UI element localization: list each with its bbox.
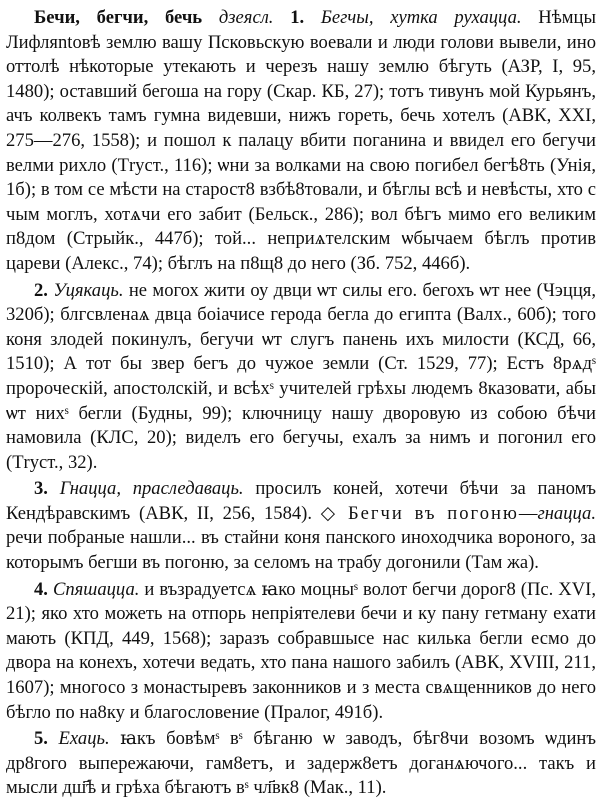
sense-number: 2. — [34, 279, 48, 301]
sense-2 — [6, 279, 596, 476]
phrase-gloss: гнацца. — [537, 502, 596, 524]
sense-citations: и възрадуетсѧ ꙗко моцныˢ волот бегчи дорог8 (Пс. XVI, 21); яко хто можеть на отпорь непріятелеви бечи и ку пану гетману ехати мають (КПД, 449, 1568); заразъ собравшысе нас килька бегли есмо до двора на конехъ, хотечи ведать, хто пана нашого забилъ (АВК, XVIII, 211, 1607); многосо з монастыревъ законников и з места свѧщенников до него бѣгло по на8ку и благословение (Пралог, 491б). — [6, 578, 596, 723]
sense-5 — [6, 727, 596, 801]
sense-citations: просилъ коней, хотечи бѣчи за паномъ Кендѣравскимъ (АВК, II, 256, 1584). — [6, 478, 596, 524]
sense-citations: не могох жити оу двци ѡт силы его. бегохъ ѡт нее (Чэцця, 320б); блгсвленаѧ двца боіачисе герода бегла до египта (Валх., 60б); того коня злодей покинулъ, бегучи ѡт слугъ панень ихъ милости (КСД, 66, 1510); А тот бы звер бегъ до чужое земли (Ст. 1529, 77); Естъ 8рѧдˢ пророческій, апостолскій, и всѣхˢ учителей грѣхы людемъ 8казовати, абы ѡт нихˢ бегли (Будны, 99); ключницу нашу дворовую из собою бѣчи намовила (КЛС, 20); виделъ его бегучы, ехалъ за нимъ и погонил его (Тryст., 32). — [6, 279, 596, 473]
sense-gloss: Бегчы, хутка рухацца. — [320, 7, 522, 28]
part-of-speech: дзеясл. — [218, 7, 274, 28]
sense-gloss: Гнацца, праследаваць. — [59, 478, 244, 500]
sense-3: 3. Гнацца, праследаваць. просилъ коней, хотечи бѣчи за паномъ Кендѣравскимъ (АВК, II, 256, 1584). ◇ Бегчи въ погоню—гнацца. речи побраные нашли... въ стайни коня панского иноходчика вороного, за которымъ бегши въ погоню, за селомъ на трабу догонили (Там жа). — [6, 478, 596, 574]
sense-gloss: Уцякаць. — [53, 279, 124, 301]
sense-gloss: Спяшацца. — [52, 578, 140, 600]
sense-number: 5. — [34, 728, 48, 750]
headword: Бечи, бегчи, бечь — [34, 7, 203, 28]
sense-citations: Нѣмцы Лифляntовѣ землю вашу Псковьскую воевали и люди голови вывели, ино оттолѣ нѣкоторые утекають и черезъ нашу землю бѣгуть (АЗР, I, 95, 1480); оставший бегоша на гору (Скар. КБ, 27); тотъ тивунъ мой Курьянъ, ачъ колвекъ тамъ гумна видевши, нижъ гореть, бечь хотелъ (АВК, XXI, 275—276, 1558); и пошол к палацу вбити поганина и ввидел его бегучи велми рихло (Тryст., 116); ѡни за волками на свою погибел бегѣ8ть (Унія, 1б); в том се мѣсти на старост8 взбѣ8товали, и бѣглы всѣ и невѣсты, хто с чым моглъ, хотѧчи его забит (Бельск., 286); вол бѣгъ мимо его великим п8дом (Стрыйк., 447б); той... неприѧтелским ѡбычаем бѣглъ против цареви (Алекс., 74); бѣглъ на п8щ8 до него (Зб. 752, 446б). — [6, 7, 596, 274]
sense-1 — [6, 6, 596, 277]
sense-citations-2: речи побраные нашли... въ стайни коня панского иноходчика вороного, за которымъ бегши въ погоню, за селомъ на трабу догонили (Там жа). — [6, 527, 596, 574]
phrase: Бегчи въ погоню — [347, 502, 519, 524]
sense-gloss: Ехаць. — [58, 728, 110, 750]
diamond-icon: ◇ — [320, 502, 340, 524]
sense-4 — [6, 578, 596, 726]
sense-number: 1. — [290, 7, 305, 28]
sense-citations: ꙗкъ бовѣмˢ вˢ бѣганю ѡ заводъ, бѣг8чи возомъ ѡдинъ др8гого выпережаючи, гам8етъ, и задерж8етъ доганѧючого... такъ и мысли дш҃ѣ и грѣха бѣгаютъ вˢ чл҃вк8 (Мак., 11). — [6, 728, 596, 799]
sense-number: 3. — [34, 478, 48, 500]
sense-number: 4. — [34, 578, 48, 600]
